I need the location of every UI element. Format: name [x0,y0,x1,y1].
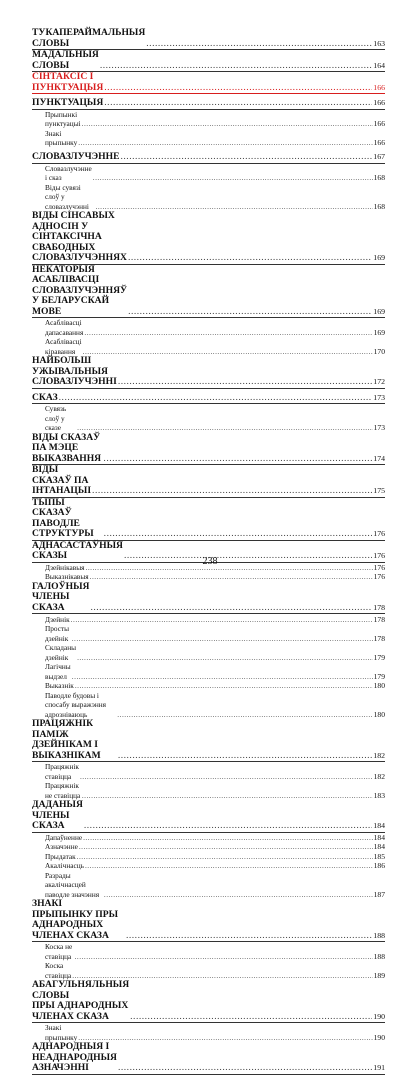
toc-entry-label: ПРАЦЯЖНІК ПАМІЖ ДЗЕЙНІКАМ І ВЫКАЗНІКАМ [32,718,101,761]
toc-page-number: 184 [373,832,385,842]
toc-entry-label: ЗНАКІ ПРЫПЫНКУ ПРЫ АДНАРОДНЫХ ЧЛЕНАХ СКАЗА [32,898,119,941]
toc-heading-entry[interactable] [32,50,385,72]
dot-leader [77,852,373,862]
toc-page-number: 166 [373,82,385,92]
toc-subentry[interactable] [32,842,385,852]
toc-entry-label: Віды сувязі слоў у словазлучэнні [45,182,89,211]
toc-page-number: 187 [373,889,385,899]
dot-leader [83,833,373,843]
dot-leader [104,98,372,109]
toc-subentry[interactable] [32,337,385,356]
toc-subentry[interactable] [32,852,385,862]
toc-entry-label: Дапаўненне [45,832,83,842]
toc-subentry[interactable] [32,110,385,129]
toc-page-number: 176 [373,562,385,572]
toc-subentry[interactable] [32,662,385,681]
toc-entry-label: Акалічнасць [45,861,84,871]
toc-subentry[interactable] [32,762,385,781]
toc-page-number: 190 [373,1011,385,1021]
dot-leader [75,681,373,691]
toc-heading-entry[interactable] [32,980,385,1023]
toc-page-number: 168 [373,201,385,211]
dot-leader [93,173,373,183]
toc-subentry[interactable] [32,691,385,720]
toc-entry-label: Паводле будовы і спосабу выражэння адрозніваюць [45,690,107,719]
dot-leader [128,253,372,264]
toc-entry-label: Асаблівасці дапасавання [45,318,84,337]
toc-entry-label: СКАЗ [32,391,58,403]
toc-entry-label: ВІДЫ СІНСАВЫХ АДНОСІН У СІНТАКСІЧНА СВАБОДНЫХ СЛОВАЗЛУЧЭННЯХ [32,210,127,264]
toc-entry-label: Просты дзейнік [45,624,70,643]
toc-entry-label: ТУКАПЕРАЙМАЛЬНЫЯ СЛОВЫ [32,27,146,49]
toc-page-number: 174 [373,453,385,463]
toc-heading-entry[interactable] [32,28,385,50]
toc-entry-label: Знакі прыпынку [45,128,78,148]
toc-subentry[interactable] [32,404,385,433]
toc-entry-label: Дзейнік [45,614,70,624]
toc-subentry[interactable] [32,643,385,662]
toc-heading-entry[interactable] [32,1042,385,1075]
dot-leader [72,634,373,644]
toc-page-number: 179 [373,652,385,662]
toc-entry-label: Складаны дзейнік [45,643,77,662]
toc-entry-label: ВІДЫ СКАЗАЎ ПА МЭЦЕ ВЫКАЗВАННЯ [32,431,102,464]
toc-page-number: 185 [373,851,385,861]
toc-subentry[interactable] [32,1023,385,1042]
toc-page-number: 184 [373,821,385,831]
dot-leader [104,83,372,94]
dot-leader [77,423,373,433]
dot-leader [79,842,373,852]
dot-leader [75,952,373,962]
page-number: 238 [202,556,218,567]
toc-heading-entry[interactable] [32,389,385,405]
toc-entry-label: МАДАЛЬНЫЯ СЛОВЫ [32,49,99,71]
toc-page-number: 170 [373,346,385,356]
dot-leader [59,393,373,404]
toc-subentry[interactable] [32,942,385,961]
toc-page-number: 173 [373,423,385,433]
toc-page-number: 190 [373,1032,385,1042]
toc-page-number: 178 [373,614,385,624]
dot-leader [90,572,373,582]
toc-subentry[interactable] [32,681,385,691]
toc-heading-entry[interactable] [32,265,385,319]
toc-entry-label: АБАГУЛЬНЯЛЬНЫЯ СЛОВЫ ПРЫ АДНАРОДНЫХ ЧЛЕНАХ СКАЗА [32,979,130,1022]
toc-page-number: 167 [373,152,385,162]
dot-leader [100,61,372,72]
toc-entry-label: Працяжнік не ставіцца [45,781,81,800]
toc-subentry[interactable] [32,833,385,843]
toc-page-number: 182 [373,750,385,760]
toc-entry-label: Асаблівасці кіравання [45,337,82,356]
toc-entry-label: Прыпынкі пунктуацыі [45,109,81,129]
toc-subentry[interactable] [32,861,385,871]
toc-heading-entry[interactable] [32,433,385,466]
toc-entry-label: Выказнікавыя [45,572,89,582]
toc-entry-label: ДАДАНЫЯ ЧЛЕНЫ СКАЗА [32,799,83,832]
dot-leader [72,971,372,981]
dot-leader [78,1033,372,1043]
toc-entry-label: ВІДЫ СКАЗАЎ ПА ІНТАНАЦЫІ [32,464,92,497]
toc-subentry[interactable] [32,164,385,183]
dot-leader [82,791,373,801]
toc-page-number: 169 [373,327,385,337]
dot-leader [77,653,373,663]
toc-entry-label: Азначэнне [45,842,78,852]
toc-page-number: 178 [373,602,385,612]
toc-entry-label: Разрады акалічнасцей паводле значэння [45,870,100,899]
dot-leader [126,931,372,942]
toc-page-number: 178 [373,633,385,643]
toc-page-number: 176 [373,551,385,561]
dot-leader [84,821,372,832]
toc-page-number: 175 [373,486,385,496]
toc-entry-label: СІНТАКСІС І ПУНКТУАЦЫЯ [32,71,104,93]
toc-heading-entry[interactable] [32,465,385,498]
toc-heading-entry[interactable] [32,72,385,94]
toc-entry-label: Лагічны выдзел [45,662,71,681]
toc-page-number: 166 [373,138,385,148]
toc-page-number: 173 [373,392,385,402]
toc-heading-entry[interactable] [32,498,385,541]
dot-leader [78,138,372,148]
dot-leader [92,486,372,497]
toc-entry-label: ГАЛОЎНЫЯ ЧЛЕНЫ СКАЗА [32,580,90,613]
toc-entry-label: Коска не ставіцца [45,942,73,961]
toc-page-number: 191 [373,1063,385,1073]
toc-entry-label: Коска ставіцца [45,961,72,980]
toc-page-number: 166 [373,98,385,108]
toc-page-number: 176 [373,529,385,539]
toc-page-number: 184 [373,842,385,852]
toc-page-number: 189 [373,970,385,980]
toc-page-number: 163 [373,38,385,48]
toc-heading-entry[interactable] [32,148,385,164]
dot-leader [121,152,373,163]
dot-leader [71,615,373,625]
dot-leader [82,119,373,129]
toc-entry-label: АДНАРОДНЫЯ І НЕАДНАРОДНЫЯ АЗНАЧЭННІ [32,1041,117,1074]
dot-leader [85,861,373,871]
dot-leader [90,603,372,614]
dot-leader [72,672,373,682]
toc-entry-label: НАЙБОЛЬШ УЖЫВАЛЬНЫЯ СЛОВАЗЛУЧЭННІ [32,355,117,388]
toc-entry-label: Прыдатак [45,851,76,861]
toc-subentry[interactable] [32,318,385,337]
toc-entry-label: Працяжнік ставіцца [45,762,79,781]
toc-entry-label: Знакі прыпынку [45,1023,78,1042]
dot-leader [117,710,372,720]
toc-subentry[interactable] [32,781,385,800]
toc-page-number: 172 [373,377,385,387]
dot-leader [118,1063,372,1074]
dot-leader [84,328,372,338]
toc-heading-entry[interactable] [32,800,385,833]
toc-subentry[interactable] [32,183,385,212]
table-of-contents [32,28,385,1075]
toc-page-number: 188 [373,930,385,940]
dot-leader [118,751,372,762]
toc-subentry[interactable] [32,614,385,624]
toc-page-number: 169 [373,306,385,316]
toc-subentry[interactable] [32,624,385,643]
dot-leader [83,347,373,357]
dot-leader [146,39,372,50]
toc-page-number: 180 [373,709,385,719]
toc-entry-label: ТЫПЫ СКАЗАЎ ПАВОДЛЕ СТРУКТУРЫ [32,496,94,540]
toc-subentry[interactable] [32,129,385,148]
dot-leader [128,307,372,318]
toc-entry-label: АДНАСАСТАЎНЫЯ СКАЗЫ [32,539,123,562]
dot-leader [103,454,372,465]
toc-page-number: 164 [373,60,385,70]
dot-leader [118,377,372,388]
toc-entry-label: Сувязь слоў у сказе [45,404,67,433]
toc-entry-label: Дзейнікавыя [45,562,85,572]
toc-page-number: 180 [373,681,385,691]
toc-heading-entry[interactable] [32,211,385,265]
dot-leader [104,529,373,540]
toc-page-number: 179 [373,671,385,681]
toc-subentry[interactable] [32,871,385,900]
dot-leader [80,772,373,782]
dot-leader [130,1012,372,1023]
toc-page-number: 182 [373,771,385,781]
toc-entry-label: Выказнік [45,681,74,691]
toc-heading-entry[interactable] [32,582,385,615]
toc-page-number: 183 [373,790,385,800]
toc-page-number: 166 [373,119,385,129]
toc-page-number: 168 [373,173,385,183]
toc-heading-entry[interactable] [32,899,385,942]
toc-page-number: 186 [373,861,385,871]
toc-heading-entry[interactable] [32,94,385,110]
toc-heading-entry[interactable] [32,356,385,389]
toc-subentry[interactable] [32,961,385,980]
toc-entry-label: СЛОВАЗЛУЧЭННЕ [32,151,120,163]
dot-leader [96,202,373,212]
toc-page-number: 176 [373,572,385,582]
toc-entry-label: Словазлучэнне і сказ [45,163,92,183]
toc-heading-entry[interactable] [32,719,385,762]
toc-entry-label: ПУНКТУАЦЫЯ [32,97,104,109]
toc-page-number: 188 [373,951,385,961]
toc-entry-label: НЕКАТОРЫЯ АСАБЛІВАСЦІ СЛОВАЗЛУЧЭННЯЎ У БЕЛАРУСКАЙ МОВЕ [32,263,128,317]
toc-page-number: 169 [373,253,385,263]
dot-leader [104,890,373,900]
